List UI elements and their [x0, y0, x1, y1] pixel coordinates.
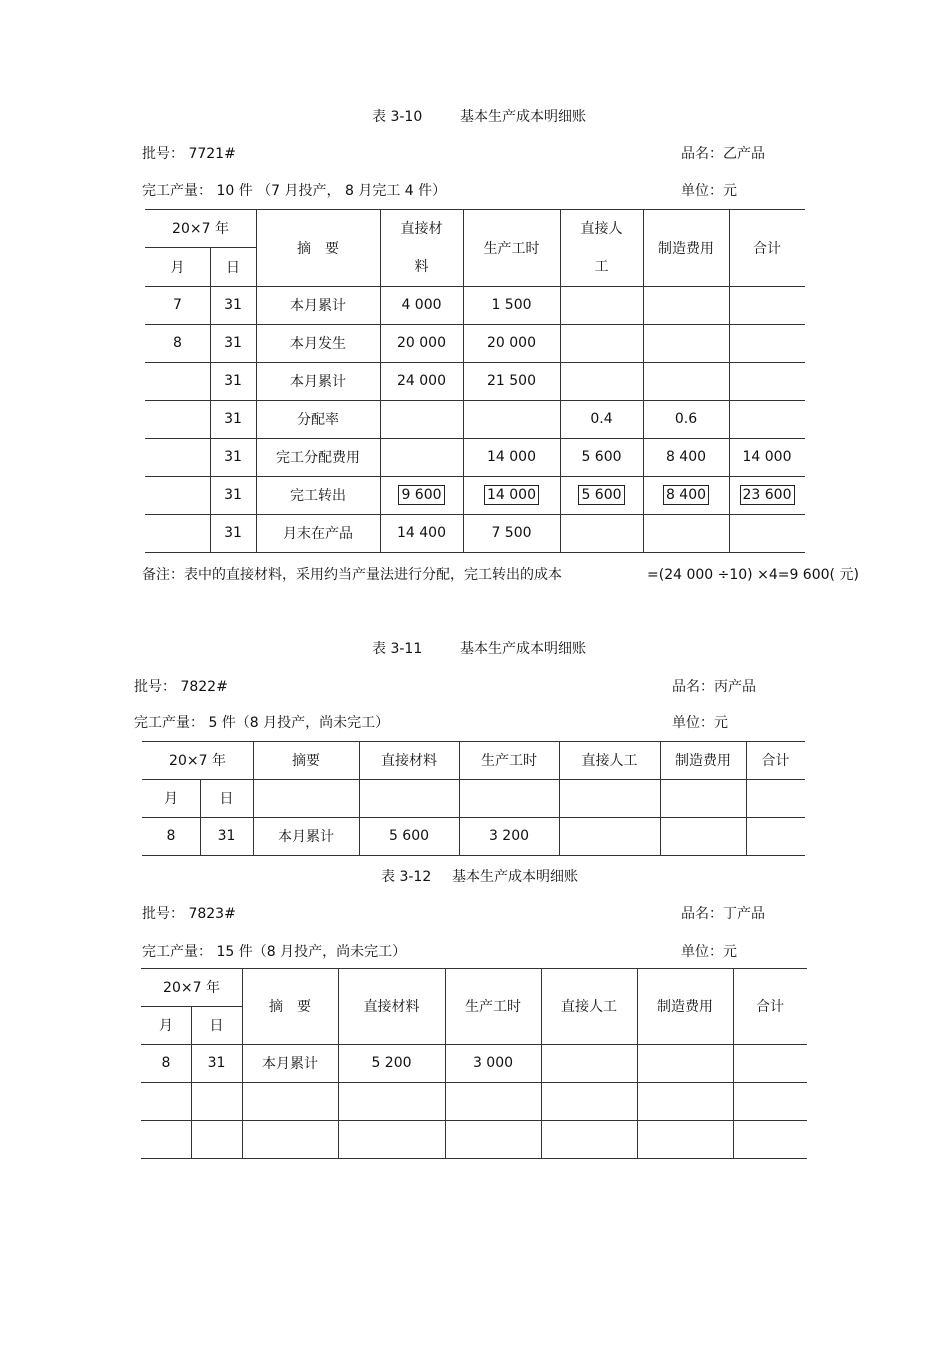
- cell-overhead: [643, 514, 729, 552]
- cell-labor: [541, 1120, 637, 1158]
- cell-day: [191, 1120, 242, 1158]
- cell-summary: 月末在产品: [283, 526, 353, 542]
- unit-label: 单位：元: [681, 944, 737, 960]
- cell-labor: [560, 324, 643, 362]
- cell-summary: 本月累计: [262, 1056, 318, 1072]
- header-direct-material: 直接材料: [363, 999, 420, 1015]
- cell-labor: [560, 514, 643, 552]
- cell-total: [733, 1120, 807, 1158]
- header-total: 合计: [756, 999, 784, 1015]
- cell-hours: [445, 1120, 541, 1158]
- header-direct-labor-line2: 工: [594, 258, 609, 275]
- cell-hours: 14 000: [487, 449, 536, 465]
- cell-hours: 14 000: [484, 485, 539, 505]
- cell-total: [729, 324, 805, 362]
- cell-month: [145, 514, 210, 552]
- cell-overhead: [637, 1120, 733, 1158]
- cell-total: [729, 286, 805, 324]
- cell-overhead: 0.6: [674, 411, 698, 427]
- cell-material: 20 000: [397, 335, 446, 351]
- cell-day: 31: [224, 373, 242, 389]
- cell-summary: [242, 1082, 338, 1120]
- cell-hours-wrap: [463, 476, 560, 514]
- cell-labor: [560, 286, 643, 324]
- cell-day: 31: [224, 487, 242, 503]
- unit-label: 单位：元: [681, 183, 737, 199]
- cell-total: [733, 1082, 807, 1120]
- cell-hours: 3 000: [472, 1055, 514, 1071]
- header-direct-material: [380, 209, 463, 286]
- cell-labor: [541, 1082, 637, 1120]
- header-year: 20×7 年: [163, 980, 220, 996]
- header-summary: 摘 要: [269, 999, 311, 1015]
- cell-month: [141, 1082, 191, 1120]
- cell-total: 23 600: [740, 485, 795, 505]
- cell-labor-wrap: [560, 476, 643, 514]
- cell-month: [145, 400, 210, 438]
- product-name: 品名：丙产品: [672, 679, 756, 695]
- cell-material: 5 600: [388, 828, 430, 844]
- cell-overhead-wrap: [643, 476, 729, 514]
- cell-day: 31: [224, 411, 242, 427]
- output-quantity: 完工产量： 15 件（8 月投产，尚未完工）: [142, 944, 407, 960]
- cell-summary: 本月累计: [290, 374, 346, 390]
- cell-material: [380, 400, 463, 438]
- header-total: 合计: [761, 753, 790, 769]
- header-direct-material-line2: 料: [414, 258, 429, 275]
- table-title: 基本生产成本明细账: [460, 109, 586, 125]
- header-month: 月: [170, 259, 185, 276]
- output-quantity: 完工产量： 5 件（8 月投产，尚未完工）: [134, 715, 390, 731]
- cell-overhead: [660, 817, 746, 855]
- header-production-hours: 生产工时: [483, 240, 540, 257]
- batch-number: 批号： 7822#: [134, 679, 228, 695]
- cell-material: 24 000: [397, 373, 446, 389]
- header-overhead: 制造费用: [675, 753, 731, 769]
- cell-hours: 20 000: [487, 335, 536, 351]
- cell-month: 7: [173, 297, 182, 313]
- cell-day: [191, 1082, 242, 1120]
- cell-month: [145, 476, 210, 514]
- product-name: 品名：乙产品: [681, 146, 765, 162]
- cell-hours: 21 500: [487, 373, 536, 389]
- cell-total: [746, 817, 805, 855]
- header-total: 合计: [753, 240, 781, 257]
- cell-hours: 3 200: [488, 828, 530, 844]
- cell-summary: [242, 1120, 338, 1158]
- cell-day: 31: [224, 297, 242, 313]
- cell-overhead: [643, 362, 729, 400]
- header-day: 日: [226, 259, 240, 276]
- cell-material: 5 200: [371, 1055, 412, 1071]
- cell-month: [145, 362, 210, 400]
- table-number: 表 3-11: [372, 641, 423, 657]
- header-day: 日: [219, 791, 234, 807]
- cell-total-wrap: [729, 476, 805, 514]
- cell-summary: 本月累计: [278, 829, 334, 845]
- cell-month: [145, 438, 210, 476]
- table-note: 备注：表中的直接材料，采用约当产量法进行分配，完工转出的成本: [142, 567, 562, 583]
- cell-day: 31: [224, 335, 242, 351]
- cell-month: 8: [161, 1055, 171, 1071]
- cell-day: 31: [207, 1055, 226, 1071]
- table-note-formula: =(24 000 ÷10) ×4=9 600( 元): [647, 567, 859, 583]
- cell-day: 31: [224, 449, 242, 465]
- cell-hours: 1 500: [491, 297, 532, 313]
- cell-overhead: [637, 1044, 733, 1082]
- cell-material: 9 600: [398, 485, 444, 505]
- cell-labor: 5 600: [578, 485, 624, 505]
- table-title: 基本生产成本明细账: [452, 869, 578, 885]
- output-quantity: 完工产量： 10 件 （7 月投产， 8 月完工 4 件）: [142, 183, 447, 199]
- batch-number: 批号： 7823#: [142, 906, 236, 922]
- cell-material: [338, 1120, 445, 1158]
- cell-day: 31: [224, 525, 242, 541]
- cell-day: 31: [217, 828, 236, 844]
- table-number: 表 3-12: [381, 869, 432, 885]
- table-number: 表 3-10: [372, 109, 423, 125]
- cell-labor: [541, 1044, 637, 1082]
- cell-summary: 本月累计: [290, 298, 346, 314]
- header-direct-material-line1: 直接材: [400, 220, 443, 237]
- cell-month: [141, 1120, 191, 1158]
- cell-material: [338, 1082, 445, 1120]
- header-direct-material: 直接材料: [381, 753, 437, 769]
- cell-summary: 完工转出: [290, 488, 346, 504]
- header-overhead: 制造费用: [658, 240, 714, 257]
- header-direct-labor: 直接人工: [581, 753, 638, 769]
- header-year: 20×7 年: [169, 753, 226, 769]
- cell-month: 8: [173, 335, 182, 351]
- cell-material-wrap: [380, 476, 463, 514]
- cell-overhead: [643, 286, 729, 324]
- cell-total: [729, 514, 805, 552]
- header-direct-labor-line1: 直接人: [580, 220, 623, 237]
- header-overhead: 制造费用: [657, 999, 713, 1015]
- cell-summary: 本月发生: [290, 336, 346, 352]
- header-direct-labor: 直接人工: [561, 999, 617, 1015]
- cell-labor: 5 600: [581, 449, 622, 465]
- cell-hours: 7 500: [491, 525, 532, 541]
- cell-labor: 0.4: [590, 411, 613, 427]
- cell-overhead: 8 400: [665, 449, 707, 465]
- cell-labor: [560, 362, 643, 400]
- header-month: 月: [164, 791, 178, 807]
- cell-overhead: [643, 324, 729, 362]
- unit-label: 单位：元: [672, 715, 728, 731]
- cell-month: 8: [166, 828, 176, 844]
- header-production-hours: 生产工时: [481, 753, 537, 769]
- cell-total: [733, 1044, 807, 1082]
- header-summary: 摘要: [292, 753, 320, 769]
- header-direct-labor: [560, 209, 643, 286]
- header-month: 月: [159, 1018, 173, 1034]
- batch-number: 批号： 7721#: [142, 146, 236, 162]
- cell-hours: [445, 1082, 541, 1120]
- header-day: 日: [209, 1018, 224, 1034]
- cell-summary: 完工分配费用: [276, 450, 360, 466]
- header-production-hours: 生产工时: [465, 999, 521, 1015]
- cell-total: [729, 362, 805, 400]
- cell-summary: 分配率: [297, 412, 339, 428]
- cell-hours: [463, 400, 560, 438]
- header-year: 20×7 年: [172, 221, 229, 237]
- cell-labor: [559, 817, 660, 855]
- cell-total: [729, 400, 805, 438]
- product-name: 品名：丁产品: [681, 906, 765, 922]
- cell-overhead: 8 400: [663, 485, 709, 505]
- cell-overhead: [637, 1082, 733, 1120]
- table-title: 基本生产成本明细账: [460, 641, 586, 657]
- cell-material: [380, 438, 463, 476]
- cell-material: 4 000: [401, 297, 442, 313]
- header-summary: 摘 要: [297, 240, 339, 257]
- cell-total: 14 000: [742, 449, 792, 465]
- cell-material: 14 400: [397, 525, 446, 541]
